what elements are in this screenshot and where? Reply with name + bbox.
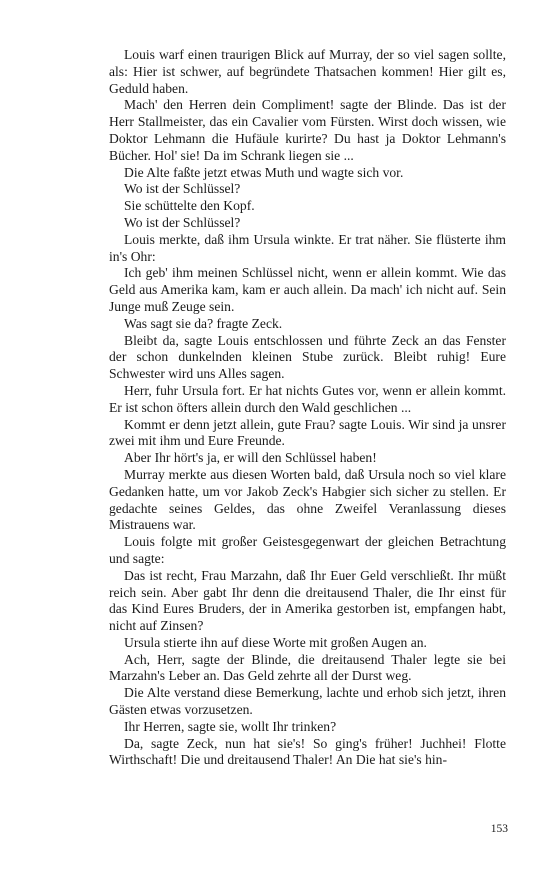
paragraph: Da, sagte Zeck, nun hat sie's! So ging's früher! Juchhei! Flotte Wirthschaft! Die und dreitausend Thaler! An Die hat sie's hin- [109, 735, 506, 768]
paragraph: Ich geb' ihm meinen Schlüssel nicht, wenn er allein kommt. Wie das Geld aus Amerika kam, kam er auch allein. Da mach' ich nicht auf. Sein Junge muß Zeuge sein. [109, 265, 506, 314]
page-number: 153 [490, 823, 508, 835]
paragraph: Mach' den Herren dein Compliment! sagte der Blinde. Das ist der Herr Stallmeister, das ein Cavalier vom Fürsten. Wirst doch wissen, wie Doktor Lehmann die Hufäule kurirte? Du hast ja Doktor Lehmann's Bücher. Hol' sie! Da im Schrank liegen sie ... [109, 97, 506, 163]
paragraph: Kommt er denn jetzt allein, gute Frau? sagte Louis. Wir sind ja unsrer zwei mit ihm und Eure Freunde. [109, 416, 506, 449]
paragraph: Louis merkte, daß ihm Ursula winkte. Er trat näher. Sie flüsterte ihm in's Ohr: [109, 231, 506, 264]
paragraph: Ihr Herren, sagte sie, wollt Ihr trinken? [124, 718, 337, 734]
paragraph: Das ist recht, Frau Marzahn, daß Ihr Euer Geld verschließt. Ihr müßt reich sein. Aber gabt Ihr denn die dreitausend Thaler, die Ihr einst für das Kind Eures Bruders, der in Amerika gestorben ist, empfangen habt, nicht auf Zinsen? [109, 567, 506, 634]
paragraph: Herr, fuhr Ursula fort. Er hat nichts Gutes vor, wenn er allein kommt. Er ist schon öfters allein durch den Wald geschlichen ... [109, 382, 506, 415]
paragraph: Bleibt da, sagte Louis entschlossen und führte Zeck an das Fenster der schon dunkelnden kleinen Stube zurück. Bleibt ruhig! Eure Schwester wird uns Alles sagen. [109, 332, 506, 382]
paragraph: Wo ist der Schlüssel? [124, 181, 241, 197]
paragraph: Die Alte faßte jetzt etwas Muth und wagte sich vor. [124, 164, 404, 180]
paragraph: Aber Ihr hört's ja, er will den Schlüssel haben! [124, 450, 377, 466]
paragraph: Ach, Herr, sagte der Blinde, die dreitausend Thaler legte sie bei Marzahn's Leber an. Das Geld zehrte all der Durst weg. [109, 651, 506, 684]
paragraph: Wo ist der Schlüssel? [124, 214, 241, 230]
paragraph: Louis warf einen traurigen Blick auf Murray, der so viel sagen sollte, als: Hier ist schwer, auf begründete Thatsachen kommen! Hier gilt es, Geduld haben. [109, 47, 506, 96]
body-text [109, 47, 506, 769]
paragraph: Sie schüttelte den Kopf. [124, 198, 255, 214]
paragraph: Louis folgte mit großer Geistesgegenwart der gleichen Betrachtung und sagte: [109, 534, 506, 566]
paragraph: Die Alte verstand diese Bemerkung, lachte und erhob sich jetzt, ihren Gästen etwas vorzusetzen. [109, 685, 506, 718]
paragraph: Was sagt sie da? fragte Zeck. [124, 315, 283, 331]
paragraph: Ursula stierte ihn auf diese Worte mit großen Augen an. [124, 634, 427, 650]
paragraph: Murray merkte aus diesen Worten bald, daß Ursula noch so viel klare Gedanken hatte, um vor Jakob Zeck's Habgier sich sicher zu stellen. Er gedachte seines Geldes, das ohne Zweifel Veranlassung dieses Mistrauens war. [109, 466, 506, 533]
